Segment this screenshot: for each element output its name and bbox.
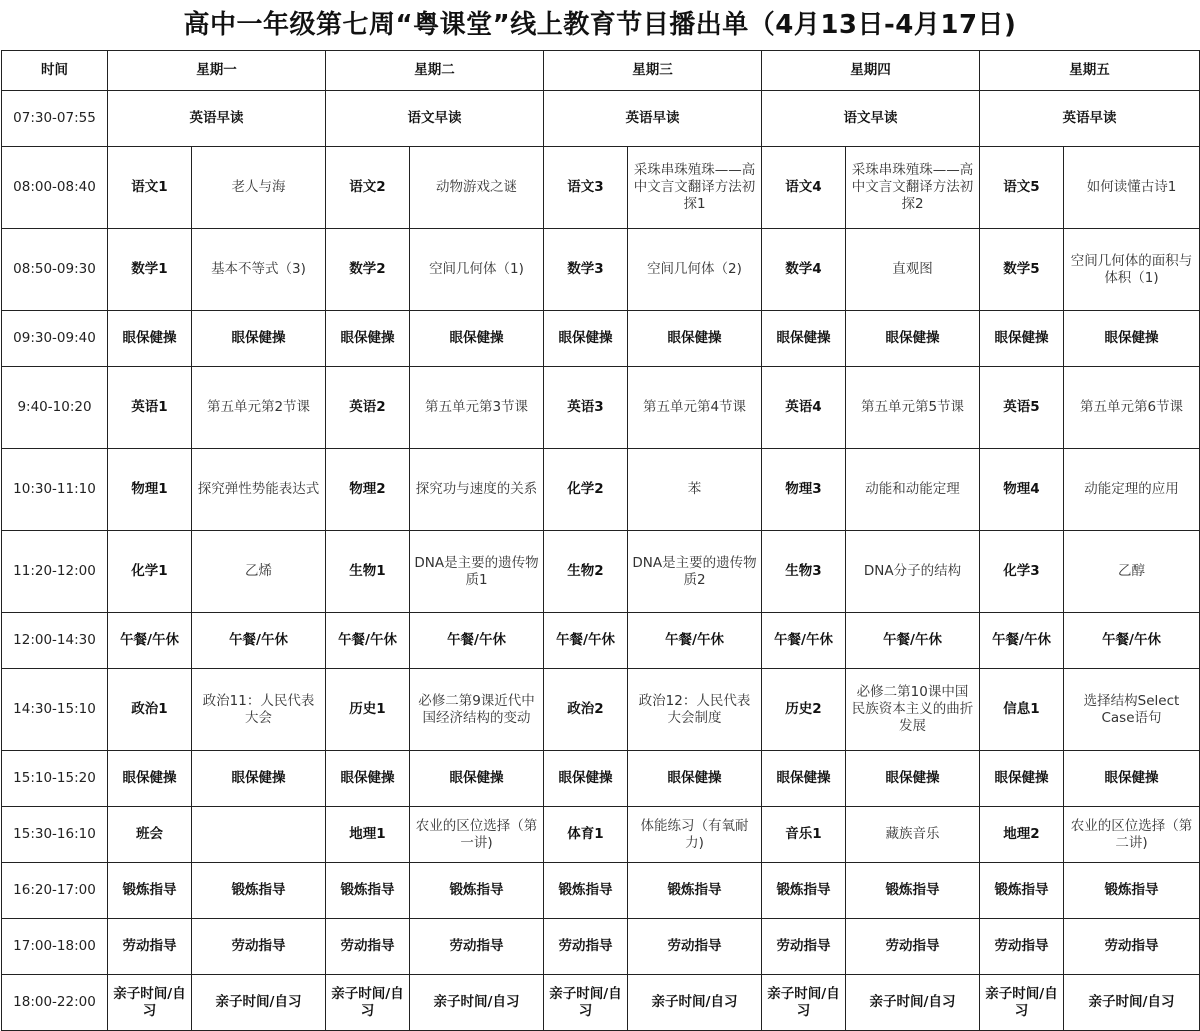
subject-cell: 生物3 xyxy=(762,531,846,613)
activity-cell: 语文早读 xyxy=(762,91,980,147)
time-slot: 9:40-10:20 xyxy=(2,367,108,449)
subject-cell: 信息1 xyxy=(980,669,1064,751)
header-day: 星期五 xyxy=(980,51,1200,91)
topic-cell: DNA是主要的遗传物质2 xyxy=(628,531,762,613)
schedule-row xyxy=(2,91,1200,147)
activity-cell: 亲子时间/自习 xyxy=(846,975,980,1031)
header-day: 星期二 xyxy=(326,51,544,91)
activity-cell: 午餐/午休 xyxy=(1064,613,1200,669)
activity-cell: 锻炼指导 xyxy=(192,863,326,919)
subject-cell: 数学1 xyxy=(108,229,192,311)
activity-cell: 锻炼指导 xyxy=(628,863,762,919)
subject-cell: 体育1 xyxy=(544,807,628,863)
activity-cell: 劳动指导 xyxy=(846,919,980,975)
activity-label: 眼保健操 xyxy=(108,311,192,367)
topic-cell xyxy=(192,807,326,863)
subject-cell: 英语1 xyxy=(108,367,192,449)
topic-cell: 农业的区位选择（第一讲) xyxy=(410,807,544,863)
time-slot: 15:30-16:10 xyxy=(2,807,108,863)
page-title: 高中一年级第七周“粤课堂”线上教育节目播出单（4月13日-4月17日) xyxy=(183,10,1017,40)
topic-cell: 体能练习（有氧耐力) xyxy=(628,807,762,863)
topic-cell: DNA是主要的遗传物质1 xyxy=(410,531,544,613)
header-row xyxy=(2,51,1200,91)
activity-label: 亲子时间/自习 xyxy=(980,975,1064,1031)
subject-cell: 班会 xyxy=(108,807,192,863)
subject-cell: 政治1 xyxy=(108,669,192,751)
topic-cell: 采珠串珠殖珠——高中文言文翻译方法初探2 xyxy=(846,147,980,229)
schedule-row xyxy=(2,751,1200,807)
activity-cell: 眼保健操 xyxy=(846,311,980,367)
topic-cell: 选择结构Select Case语句 xyxy=(1064,669,1200,751)
activity-cell: 劳动指导 xyxy=(192,919,326,975)
activity-cell: 午餐/午休 xyxy=(192,613,326,669)
activity-label: 锻炼指导 xyxy=(108,863,192,919)
activity-label: 劳动指导 xyxy=(980,919,1064,975)
header-day: 星期一 xyxy=(108,51,326,91)
activity-label: 午餐/午休 xyxy=(980,613,1064,669)
activity-cell: 亲子时间/自习 xyxy=(1064,975,1200,1031)
activity-cell: 眼保健操 xyxy=(628,751,762,807)
activity-cell: 眼保健操 xyxy=(410,311,544,367)
activity-label: 锻炼指导 xyxy=(326,863,410,919)
header-day: 星期四 xyxy=(762,51,980,91)
topic-cell: 必修二第9课近代中国经济结构的变动 xyxy=(410,669,544,751)
activity-label: 午餐/午休 xyxy=(326,613,410,669)
schedule-row xyxy=(2,229,1200,311)
topic-cell: 空间几何体的面积与体积（1) xyxy=(1064,229,1200,311)
activity-cell: 锻炼指导 xyxy=(410,863,544,919)
time-slot: 15:10-15:20 xyxy=(2,751,108,807)
time-slot: 11:20-12:00 xyxy=(2,531,108,613)
activity-label: 眼保健操 xyxy=(544,311,628,367)
topic-cell: 老人与海 xyxy=(192,147,326,229)
activity-cell: 午餐/午休 xyxy=(628,613,762,669)
topic-cell: 乙烯 xyxy=(192,531,326,613)
subject-cell: 化学3 xyxy=(980,531,1064,613)
header-time: 时间 xyxy=(2,51,108,91)
topic-cell: DNA分子的结构 xyxy=(846,531,980,613)
activity-cell: 劳动指导 xyxy=(628,919,762,975)
schedule-row xyxy=(2,975,1200,1031)
activity-label: 午餐/午休 xyxy=(544,613,628,669)
topic-cell: 空间几何体（1) xyxy=(410,229,544,311)
activity-label: 亲子时间/自习 xyxy=(326,975,410,1031)
activity-label: 劳动指导 xyxy=(326,919,410,975)
activity-cell: 劳动指导 xyxy=(1064,919,1200,975)
topic-cell: 第五单元第6节课 xyxy=(1064,367,1200,449)
schedule-row xyxy=(2,147,1200,229)
topic-cell: 苯 xyxy=(628,449,762,531)
activity-cell: 眼保健操 xyxy=(1064,751,1200,807)
activity-label: 眼保健操 xyxy=(326,311,410,367)
subject-cell: 英语3 xyxy=(544,367,628,449)
activity-cell: 眼保健操 xyxy=(192,311,326,367)
subject-cell: 历史1 xyxy=(326,669,410,751)
topic-cell: 探究弹性势能表达式 xyxy=(192,449,326,531)
activity-cell: 眼保健操 xyxy=(410,751,544,807)
topic-cell: 动能定理的应用 xyxy=(1064,449,1200,531)
subject-cell: 英语4 xyxy=(762,367,846,449)
topic-cell: 第五单元第5节课 xyxy=(846,367,980,449)
time-slot: 14:30-15:10 xyxy=(2,669,108,751)
time-slot: 08:00-08:40 xyxy=(2,147,108,229)
time-slot: 16:20-17:00 xyxy=(2,863,108,919)
subject-cell: 语文2 xyxy=(326,147,410,229)
topic-cell: 第五单元第2节课 xyxy=(192,367,326,449)
schedule-row xyxy=(2,311,1200,367)
activity-label: 锻炼指导 xyxy=(544,863,628,919)
activity-cell: 亲子时间/自习 xyxy=(410,975,544,1031)
activity-cell: 英语早读 xyxy=(108,91,326,147)
subject-cell: 语文4 xyxy=(762,147,846,229)
topic-cell: 基本不等式（3) xyxy=(192,229,326,311)
activity-cell: 眼保健操 xyxy=(846,751,980,807)
topic-cell: 必修二第10课中国民族资本主义的曲折发展 xyxy=(846,669,980,751)
activity-label: 劳动指导 xyxy=(544,919,628,975)
schedule-row xyxy=(2,807,1200,863)
subject-cell: 地理2 xyxy=(980,807,1064,863)
topic-cell: 直观图 xyxy=(846,229,980,311)
topic-cell: 政治12：人民代表大会制度 xyxy=(628,669,762,751)
time-slot: 10:30-11:10 xyxy=(2,449,108,531)
activity-cell: 亲子时间/自习 xyxy=(192,975,326,1031)
subject-cell: 物理3 xyxy=(762,449,846,531)
header-day: 星期三 xyxy=(544,51,762,91)
topic-cell: 探究功与速度的关系 xyxy=(410,449,544,531)
activity-cell: 亲子时间/自习 xyxy=(628,975,762,1031)
subject-cell: 数学3 xyxy=(544,229,628,311)
activity-cell: 英语早读 xyxy=(980,91,1200,147)
schedule-row xyxy=(2,613,1200,669)
subject-cell: 英语5 xyxy=(980,367,1064,449)
topic-cell: 采珠串珠殖珠——高中文言文翻译方法初探1 xyxy=(628,147,762,229)
subject-cell: 化学1 xyxy=(108,531,192,613)
activity-cell: 眼保健操 xyxy=(628,311,762,367)
time-slot: 17:00-18:00 xyxy=(2,919,108,975)
activity-cell: 午餐/午休 xyxy=(846,613,980,669)
time-slot: 08:50-09:30 xyxy=(2,229,108,311)
activity-label: 锻炼指导 xyxy=(762,863,846,919)
activity-label: 眼保健操 xyxy=(762,751,846,807)
subject-cell: 数学5 xyxy=(980,229,1064,311)
activity-cell: 锻炼指导 xyxy=(846,863,980,919)
activity-label: 眼保健操 xyxy=(980,311,1064,367)
activity-cell: 英语早读 xyxy=(544,91,762,147)
activity-cell: 眼保健操 xyxy=(192,751,326,807)
activity-label: 眼保健操 xyxy=(108,751,192,807)
time-slot: 09:30-09:40 xyxy=(2,311,108,367)
subject-cell: 生物2 xyxy=(544,531,628,613)
topic-cell: 如何读懂古诗1 xyxy=(1064,147,1200,229)
schedule-table xyxy=(1,50,1200,1031)
activity-label: 眼保健操 xyxy=(326,751,410,807)
subject-cell: 生物1 xyxy=(326,531,410,613)
topic-cell: 藏族音乐 xyxy=(846,807,980,863)
activity-cell: 眼保健操 xyxy=(1064,311,1200,367)
topic-cell: 空间几何体（2) xyxy=(628,229,762,311)
activity-label: 亲子时间/自习 xyxy=(762,975,846,1031)
topic-cell: 动能和动能定理 xyxy=(846,449,980,531)
topic-cell: 乙醇 xyxy=(1064,531,1200,613)
schedule-row xyxy=(2,531,1200,613)
schedule-row xyxy=(2,367,1200,449)
subject-cell: 地理1 xyxy=(326,807,410,863)
schedule-row xyxy=(2,669,1200,751)
topic-cell: 第五单元第3节课 xyxy=(410,367,544,449)
subject-cell: 语文5 xyxy=(980,147,1064,229)
activity-label: 亲子时间/自习 xyxy=(544,975,628,1031)
schedule-row xyxy=(2,863,1200,919)
subject-cell: 语文3 xyxy=(544,147,628,229)
subject-cell: 数学2 xyxy=(326,229,410,311)
subject-cell: 物理4 xyxy=(980,449,1064,531)
subject-cell: 物理1 xyxy=(108,449,192,531)
activity-label: 眼保健操 xyxy=(762,311,846,367)
activity-label: 眼保健操 xyxy=(544,751,628,807)
subject-cell: 历史2 xyxy=(762,669,846,751)
subject-cell: 物理2 xyxy=(326,449,410,531)
activity-cell: 锻炼指导 xyxy=(1064,863,1200,919)
topic-cell: 动物游戏之谜 xyxy=(410,147,544,229)
activity-label: 锻炼指导 xyxy=(980,863,1064,919)
activity-cell: 劳动指导 xyxy=(410,919,544,975)
activity-label: 亲子时间/自习 xyxy=(108,975,192,1031)
activity-cell: 语文早读 xyxy=(326,91,544,147)
time-slot: 07:30-07:55 xyxy=(2,91,108,147)
activity-label: 眼保健操 xyxy=(980,751,1064,807)
subject-cell: 语文1 xyxy=(108,147,192,229)
subject-cell: 化学2 xyxy=(544,449,628,531)
subject-cell: 英语2 xyxy=(326,367,410,449)
subject-cell: 数学4 xyxy=(762,229,846,311)
schedule-row xyxy=(2,449,1200,531)
topic-cell: 农业的区位选择（第二讲) xyxy=(1064,807,1200,863)
time-slot: 12:00-14:30 xyxy=(2,613,108,669)
schedule-row xyxy=(2,919,1200,975)
activity-label: 午餐/午休 xyxy=(108,613,192,669)
subject-cell: 音乐1 xyxy=(762,807,846,863)
topic-cell: 政治11：人民代表大会 xyxy=(192,669,326,751)
activity-cell: 午餐/午休 xyxy=(410,613,544,669)
time-slot: 18:00-22:00 xyxy=(2,975,108,1031)
activity-label: 午餐/午休 xyxy=(762,613,846,669)
activity-label: 劳动指导 xyxy=(762,919,846,975)
subject-cell: 政治2 xyxy=(544,669,628,751)
activity-label: 劳动指导 xyxy=(108,919,192,975)
topic-cell: 第五单元第4节课 xyxy=(628,367,762,449)
